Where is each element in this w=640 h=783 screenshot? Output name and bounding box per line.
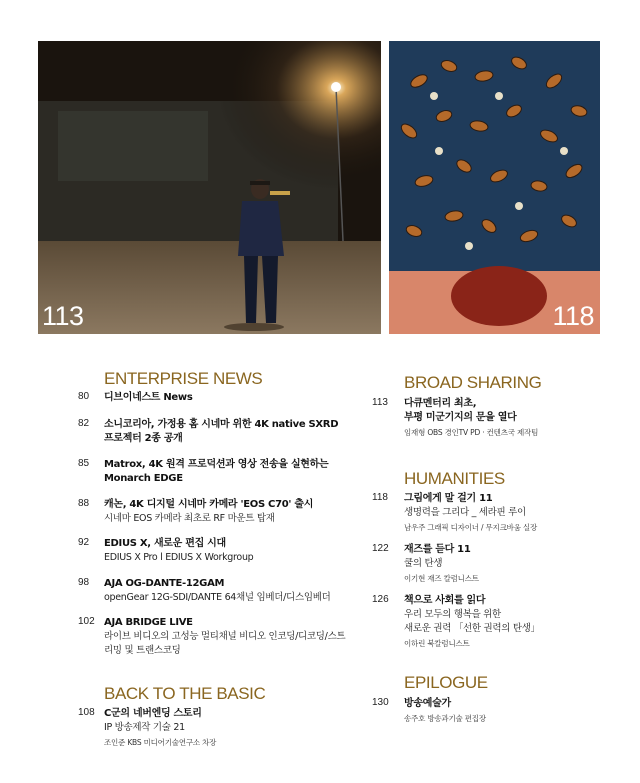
entry-title: 그림에게 말 걸기 11 (404, 493, 493, 504)
entry-title: 방송예술가 (404, 698, 451, 709)
entry-subtitle: EDIUS X Pro l EDIUS X Workgroup (104, 552, 254, 563)
entry-subtitle: 생명력을 그리다 _ 세라핀 루이 (404, 507, 526, 518)
entry-author: 송주호 방송과기술 편집장 (404, 714, 486, 723)
entry-title: 소니코리아, 가정용 홈 시네마 위한 4K native SXRD 프로젝터 2종 공개 (104, 419, 339, 444)
entry-title: 다큐멘터리 최초, (404, 398, 477, 409)
flower-bouquet-painting-image (389, 41, 600, 334)
photo-page-number: 113 (42, 301, 84, 331)
entry-author: 이하린 북칼럼니스트 (404, 639, 470, 648)
entry-page-number: 98 (78, 577, 90, 588)
entry-page-number: 102 (78, 616, 95, 627)
entry-title: 책으로 사회를 읽다 (404, 595, 486, 606)
entry-subtitle: 쿨의 탄생 (404, 558, 443, 569)
back-to-the-basic-heading: BACK TO THE BASIC (104, 684, 266, 703)
entry-page-number: 88 (78, 498, 90, 509)
entry-page-number: 113 (372, 397, 388, 408)
enterprise-news-heading: ENTERPRISE NEWS (104, 369, 263, 388)
entry-page-number: 126 (372, 594, 389, 605)
entry-author: 조인준 KBS 미디어기술연구소 차장 (104, 738, 217, 747)
entry-subtitle: 우리 모두의 행복을 위한 (404, 609, 501, 620)
entry-subtitle-line-2: 새로운 권력 「선한 권력의 탄생」 (404, 623, 540, 634)
humanities-heading: HUMANITIES (404, 469, 505, 488)
entry-title: EDIUS X, 새로운 편집 시대 (104, 538, 226, 549)
entry-title-line-2: 부평 미군기지의 문을 열다 (404, 412, 517, 423)
entry-page-number: 118 (372, 492, 388, 503)
trumpet-player-photo (38, 41, 381, 334)
entry-subtitle: 시네마 EOS 카메라 최초로 RF 마운트 탑재 (104, 513, 275, 524)
entry-page-number: 82 (78, 418, 90, 429)
entry-subtitle: 라이브 비디오의 고성능 멀티채널 비디오 인코딩/디코딩/스트리밍 및 트랜스코딩 (104, 631, 346, 656)
entry-title: AJA BRIDGE LIVE (104, 617, 193, 628)
entry-title: C군의 네버엔딩 스토리 (104, 708, 202, 719)
entry-title: 캐논, 4K 디지털 시네마 카메라 'EOS C70' 출시 (104, 499, 314, 510)
entry-page-number: 130 (372, 697, 389, 708)
entry-subtitle: IP 방송제작 기술 21 (104, 722, 185, 733)
entry-author: 이기현 재즈 칼럼니스트 (404, 574, 479, 583)
entry-page-number: 92 (78, 537, 90, 548)
photo-page-number: 118 (552, 301, 594, 331)
entry-page-number: 108 (78, 707, 95, 718)
entry-title: 디브이네스트 News (104, 392, 193, 403)
entry-page-number: 122 (372, 543, 389, 554)
epilogue-heading: EPILOGUE (404, 673, 488, 692)
entry-subtitle: openGear 12G-SDI/DANTE 64채널 임베더/디스임베더 (104, 592, 331, 603)
flower-painting-photo (389, 41, 600, 334)
entry-title: AJA OG-DANTE-12GAM (104, 578, 225, 589)
entry-author: 임재형 OBS 경인TV PD · 컨텐츠국 제작팀 (404, 428, 539, 437)
entry-title: 재즈를 듣다 11 (404, 544, 471, 555)
entry-page-number: 80 (78, 391, 90, 402)
entry-page-number: 85 (78, 458, 90, 469)
entry-author: 남우주 그래픽 디자이너 / 무지크바움 실장 (404, 523, 538, 532)
stage-scene-image (38, 41, 381, 334)
entry-title: Matrox, 4K 원격 프로덕션과 영상 전송을 실현하는 Monarch EDGE (104, 459, 329, 484)
broad-sharing-heading: BROAD SHARING (404, 373, 542, 392)
